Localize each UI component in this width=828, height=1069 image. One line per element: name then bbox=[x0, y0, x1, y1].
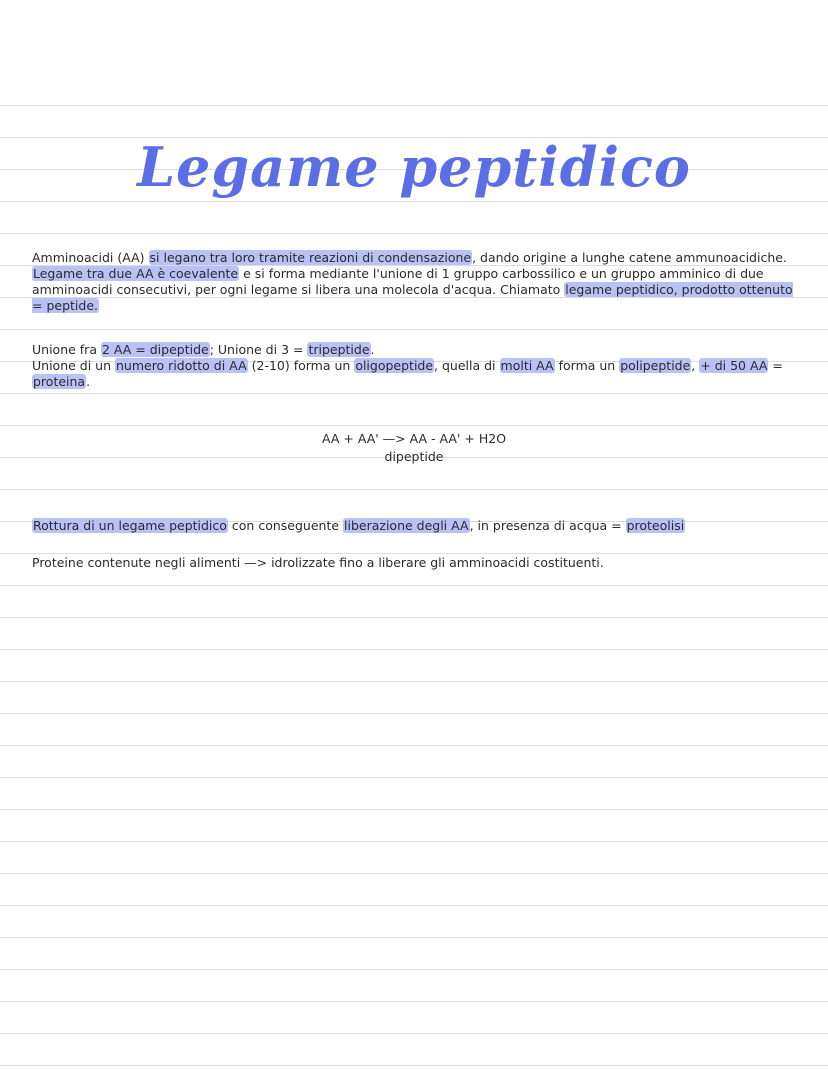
highlight: molti AA bbox=[500, 358, 554, 373]
highlight: proteina bbox=[33, 374, 86, 389]
ruled-line bbox=[0, 809, 828, 810]
ruled-line bbox=[0, 1033, 828, 1034]
formula-equation: AA + AA' —> AA - AA' + H2O bbox=[321, 431, 507, 446]
text: . bbox=[86, 374, 91, 389]
ruled-line bbox=[0, 1001, 828, 1002]
ruled-line bbox=[0, 841, 828, 842]
ruled-line bbox=[0, 937, 828, 938]
highlight: 2 AA = dipeptide bbox=[101, 342, 209, 357]
page-title: Legame peptidico bbox=[137, 135, 691, 199]
ruled-line bbox=[0, 489, 828, 490]
text: ; Unione di 3 = bbox=[209, 342, 308, 357]
text: . bbox=[370, 342, 375, 357]
ruled-line bbox=[0, 233, 828, 234]
paragraph-condensation bbox=[32, 250, 802, 314]
highlight: polipeptide bbox=[620, 358, 691, 373]
highlight: liberazione degli AA bbox=[344, 518, 469, 533]
ruled-line bbox=[0, 329, 828, 330]
ruled-line bbox=[0, 1065, 828, 1066]
text: , bbox=[691, 358, 700, 373]
formula-product: dipeptide bbox=[384, 449, 444, 464]
text: Unione di un bbox=[32, 358, 115, 373]
text: , quella di bbox=[434, 358, 500, 373]
text: Unione fra bbox=[32, 342, 101, 357]
highlight: proteolisi bbox=[626, 518, 685, 533]
text: forma un bbox=[554, 358, 620, 373]
ruled-line bbox=[0, 105, 828, 106]
text: e si forma mediante l'unione di 1 gruppo carbossilico e un gruppo amminico di due amminoacidi consecutivi, per ogni legame si libera una molecola d'acqua. Chiamato bbox=[32, 266, 764, 297]
highlight: + di 50 AA bbox=[700, 358, 768, 373]
ruled-line bbox=[0, 713, 828, 714]
highlight: numero ridotto di AA bbox=[115, 358, 247, 373]
text: , in presenza di acqua = bbox=[469, 518, 626, 533]
ruled-line bbox=[0, 777, 828, 778]
text: = bbox=[768, 358, 783, 373]
highlight: Rottura di un legame peptidico bbox=[33, 518, 227, 533]
text: , dando origine a lunghe catene ammunoacidiche. bbox=[472, 250, 787, 265]
ruled-line bbox=[0, 425, 828, 426]
ruled-line bbox=[0, 681, 828, 682]
highlight: oligopeptide bbox=[355, 358, 434, 373]
ruled-line bbox=[0, 201, 828, 202]
ruled-line bbox=[0, 585, 828, 586]
ruled-line bbox=[0, 905, 828, 906]
ruled-line bbox=[0, 649, 828, 650]
text: (2-10) forma un bbox=[247, 358, 355, 373]
ruled-line bbox=[0, 393, 828, 394]
ruled-line bbox=[0, 617, 828, 618]
paragraph-digestion: Proteine contenute negli alimenti —> idrolizzate fino a liberare gli amminoacidi costituenti. bbox=[32, 555, 604, 570]
ruled-line bbox=[0, 969, 828, 970]
highlight: legame peptidico, prodotto ottenuto = peptide. bbox=[32, 282, 793, 313]
paragraph-proteolysis bbox=[32, 518, 802, 534]
highlight: si legano tra loro tramite reazioni di condensazione bbox=[149, 250, 472, 265]
highlight: tripeptide bbox=[308, 342, 370, 357]
ruled-line bbox=[0, 873, 828, 874]
paragraph-peptide-types bbox=[32, 342, 802, 390]
highlight: Legame tra due AA è coevalente bbox=[33, 266, 239, 281]
ruled-line bbox=[0, 553, 828, 554]
text: Amminoacidi (AA) bbox=[32, 250, 149, 265]
ruled-line bbox=[0, 745, 828, 746]
text: con conseguente bbox=[227, 518, 344, 533]
